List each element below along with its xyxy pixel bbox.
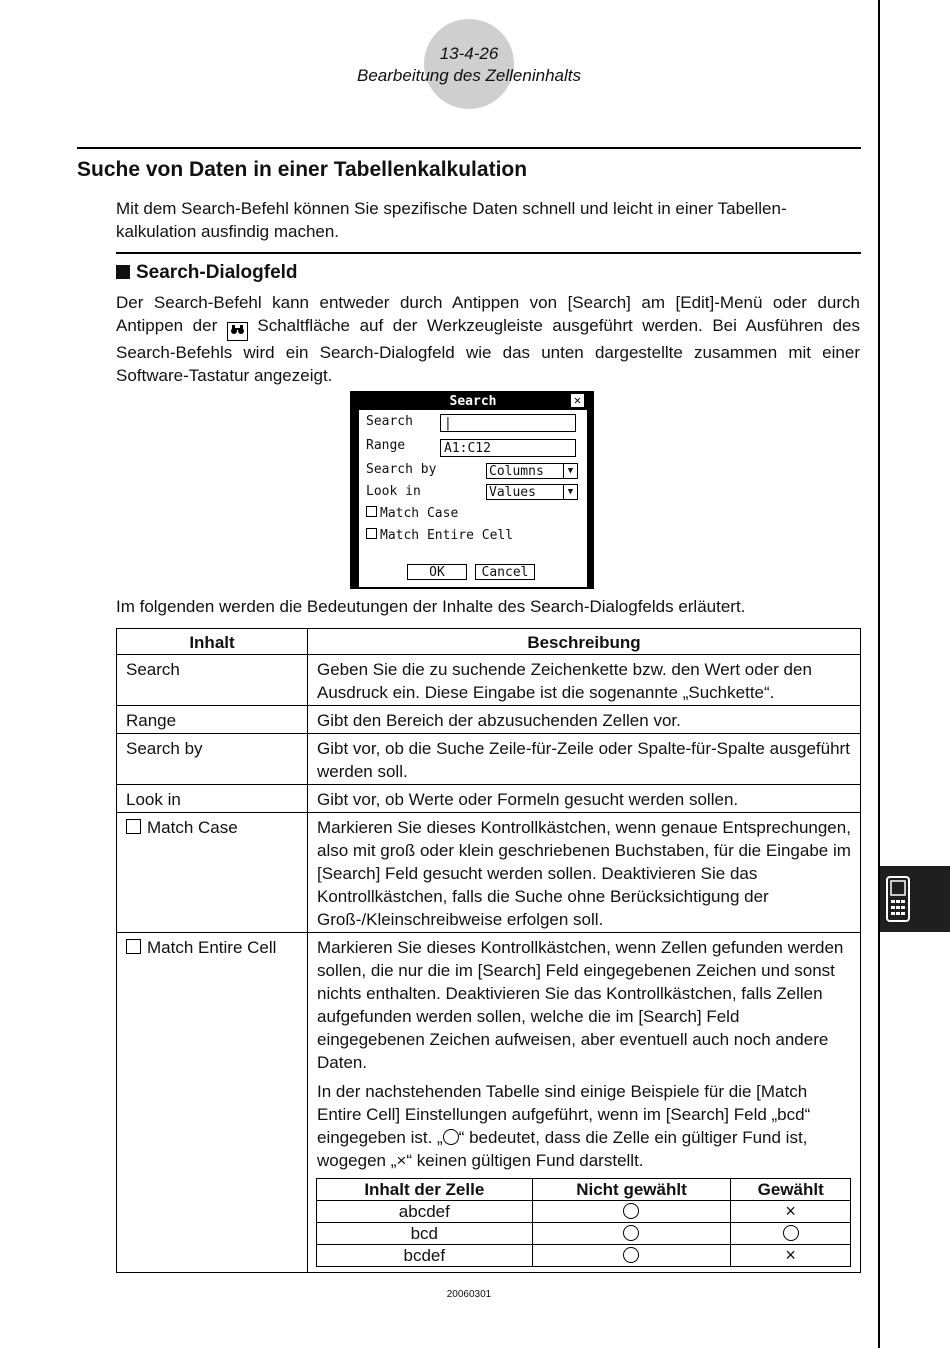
item-cell: Match Entire Cell <box>117 933 308 1273</box>
desc-paragraph: Markieren Sie dieses Kontrollkästchen, wenn Zellen gefunden werden sollen, die nur die im [Search] Feld eingegebenen Zeichen und sonst nichts enthalten. Deaktivieren Sie das Kontrollkästchen, falls Zellen aufgefunden werden sollen, welche die im [Search] Feld eingegebenen Zeichen aufweisen, aber eventuell auch noch andere Daten. <box>317 938 844 1072</box>
search-by-label: Search by <box>366 462 437 477</box>
table-row <box>317 1201 851 1223</box>
desc-cell: Gibt vor, ob Werte oder Formeln gesucht werden sollen. <box>308 785 861 813</box>
checkbox-icon <box>126 939 141 954</box>
table-row <box>317 1223 851 1245</box>
intro-text: Mit dem Search-Befehl können Sie spezifische Daten schnell und leicht in einer Tabellen-kalkulation ausfindig machen. <box>116 199 787 241</box>
match-case-checkbox[interactable]: Match Case <box>366 506 458 521</box>
range-input[interactable]: A1:C12 <box>440 439 576 457</box>
circle-icon <box>623 1203 639 1219</box>
desc-cell: Gibt den Bereich der abzusuchenden Zellen vor. <box>308 706 861 734</box>
result-cell <box>532 1201 731 1223</box>
ok-button[interactable]: OK <box>407 564 467 580</box>
look-in-label: Look in <box>366 484 421 499</box>
search-dialog <box>358 392 588 588</box>
result-cell <box>731 1223 851 1245</box>
cell-content: abcdef <box>317 1201 533 1223</box>
body-paragraph <box>116 291 860 387</box>
column-header: Inhalt der Zelle <box>317 1179 533 1201</box>
square-bullet-icon <box>116 265 130 279</box>
desc-cell: Gibt vor, ob die Suche Zeile-für-Zeile oder Spalte-für-Spalte ausgeführt werden soll. <box>308 734 861 785</box>
desc-cell: Markieren Sie dieses Kontrollkästchen, wenn genaue Entsprechungen, also mit groß oder klein geschriebenen Buchstaben, für die Eingabe im [Search] Feld gesucht werden sollen. Deaktivieren Sie das Kontrollkästchen, falls die Suche ohne Berücksichtigung der Groß-/Kleinschreibweise erfolgen soll. <box>308 813 861 933</box>
checkbox-icon <box>366 506 377 517</box>
checkbox-icon <box>126 819 141 834</box>
cancel-button[interactable]: Cancel <box>475 564 535 580</box>
look-in-select[interactable]: Values ▼ <box>486 484 578 500</box>
chapter-tab <box>880 866 950 932</box>
table-header-row <box>317 1179 851 1201</box>
desc-cell: Geben Sie die zu suchende Zeichenkette bzw. den Wert oder den Ausdruck ein. Diese Eingabe ist die sogenannte „Suchkette“. <box>308 655 861 706</box>
description-table <box>116 628 861 1273</box>
column-header: Nicht gewählt <box>532 1179 731 1201</box>
checkbox-icon <box>366 528 377 539</box>
binoculars-icon <box>227 322 248 341</box>
result-cell <box>731 1201 851 1223</box>
table-row <box>117 933 861 1273</box>
paragraph-text: Der Search-Befehl kann entweder durch Antippen von [Search] am [Edit]-Menü oder durch Antippen der <box>116 293 860 335</box>
circle-icon <box>443 1129 459 1145</box>
cross-icon: × <box>396 1151 407 1170</box>
calculator-icon <box>886 876 910 922</box>
search-label: Search <box>366 414 413 429</box>
table-row <box>117 734 861 785</box>
page-heading: Suche von Daten in einer Tabellenkalkulation <box>77 158 528 181</box>
chevron-down-icon: ▼ <box>563 464 577 478</box>
circle-icon <box>783 1225 799 1241</box>
table-row <box>117 655 861 706</box>
circle-icon <box>623 1247 639 1263</box>
item-cell: Match Case <box>117 813 308 933</box>
desc-paragraph: In der nachstehenden Tabelle sind einige Beispiele für die [Match Entire Cell] Einstellungen aufgeführt, wenn im [Search] Feld „bcd“ eingegeben ist. „ “ bedeutet, dass die Zelle ein gültiger Fund ist, wogegen „×“ keinen gültigen Fund darstellt. <box>317 1082 811 1170</box>
chevron-down-icon: ▼ <box>563 485 577 499</box>
item-cell: Look in <box>117 785 308 813</box>
close-icon[interactable]: ✕ <box>571 394 584 407</box>
cross-icon: × <box>785 1201 796 1221</box>
item-cell: Search by <box>117 734 308 785</box>
table-header-row <box>117 629 861 655</box>
item-cell: Range <box>117 706 308 734</box>
dialog-title: Search ✕ <box>359 393 587 410</box>
section-title: Bearbeitung des Zelleninhalts <box>357 66 581 85</box>
column-header: Inhalt <box>117 629 308 655</box>
page-number: 13-4-26 <box>439 44 499 63</box>
table-row <box>117 785 861 813</box>
cell-content: bcd <box>317 1223 533 1245</box>
subheading-text: Search-Dialogfeld <box>136 262 298 283</box>
range-label: Range <box>366 438 406 453</box>
column-header: Beschreibung <box>308 629 861 655</box>
desc-cell <box>308 933 861 1273</box>
table-row <box>117 706 861 734</box>
item-cell: Search <box>117 655 308 706</box>
table-row <box>117 813 861 933</box>
header-circle <box>424 19 514 109</box>
table-caption: Im folgenden werden die Bedeutungen der Inhalte des Search-Dialogfelds erläutert. <box>116 597 746 616</box>
examples-table <box>316 1178 851 1267</box>
match-entire-cell-checkbox[interactable]: Match Entire Cell <box>366 528 513 543</box>
cell-content: bcdef <box>317 1245 533 1267</box>
subheading <box>116 262 298 284</box>
result-cell <box>731 1245 851 1267</box>
result-cell <box>532 1245 731 1267</box>
footer-code: 20060301 <box>446 1289 492 1300</box>
divider <box>116 252 861 254</box>
page-edge-rule <box>878 0 880 1348</box>
column-header: Gewählt <box>731 1179 851 1201</box>
search-by-select[interactable]: Columns ▼ <box>486 463 578 479</box>
circle-icon <box>623 1225 639 1241</box>
paragraph-text: Schaltfläche auf der Werkzeugleiste ausgeführt werden. Bei Ausführen des Search-Befehls wird ein Search-Dialogfeld wie das unten dargestellte zusammen mit einer Software-Tastatur angezeigt. <box>116 316 860 385</box>
search-input[interactable]: | <box>440 414 576 432</box>
cross-icon: × <box>785 1245 796 1265</box>
result-cell <box>532 1223 731 1245</box>
table-row <box>317 1245 851 1267</box>
divider <box>77 147 861 149</box>
